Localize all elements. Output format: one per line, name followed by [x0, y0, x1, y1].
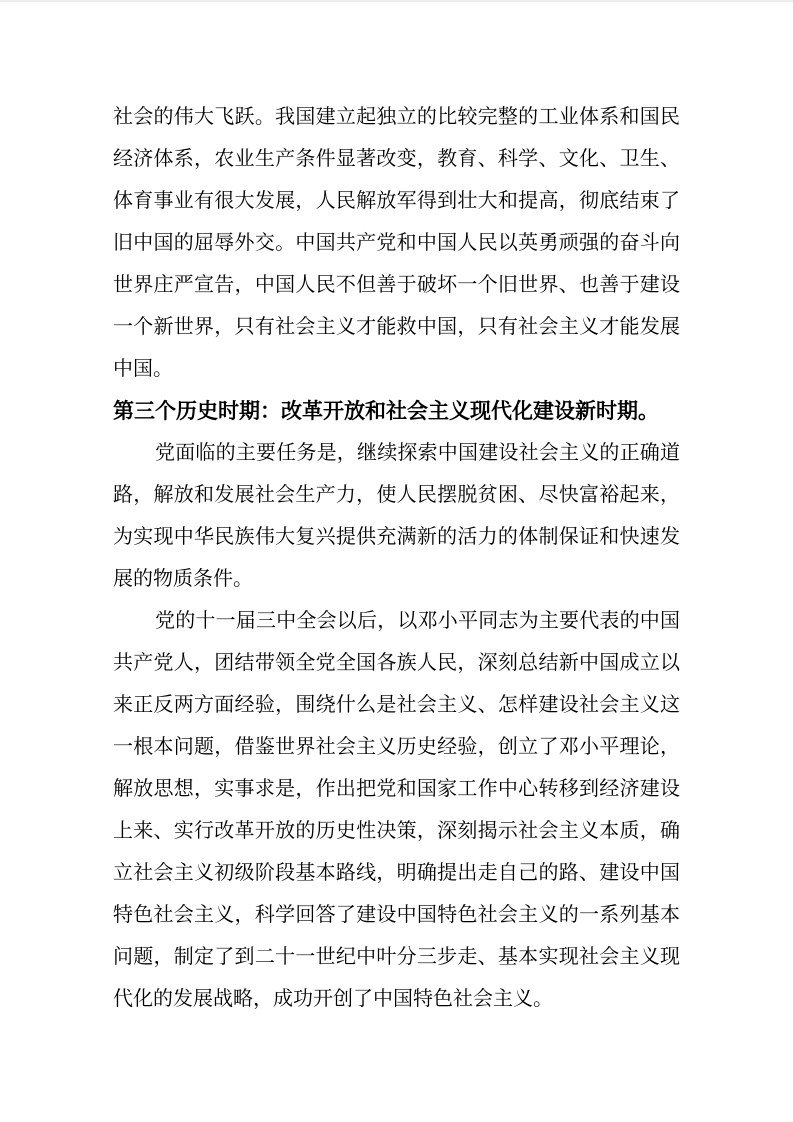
paragraph	[113, 96, 680, 390]
text-line: 经济体系，农业生产条件显著改变，教育、科学、文化、卫生、	[113, 148, 680, 170]
paragraph	[113, 600, 680, 1020]
text-line: 展的物质条件。	[113, 568, 253, 590]
text-line: 解放思想，实事求是，作出把党和国家工作中心转移到经济建设	[113, 778, 680, 800]
section-heading	[113, 390, 680, 432]
text-line: 特色社会主义，科学回答了建设中国特色社会主义的一系列基本	[113, 904, 680, 926]
text-line: 代化的发展战略，成功开创了中国特色社会主义。	[113, 988, 553, 1010]
text-line: 旧中国的屈辱外交。中国共产党和中国人民以英勇顽强的奋斗向	[113, 232, 680, 254]
paragraph	[113, 432, 680, 600]
text-line: 一根本问题，借鉴世界社会主义历史经验，创立了邓小平理论，	[113, 736, 680, 758]
document-text-block	[113, 96, 680, 1020]
text-line: 上来、实行改革开放的历史性决策，深刻揭示社会主义本质，确	[113, 820, 680, 842]
text-line: 世界庄严宣告，中国人民不但善于破坏一个旧世界、也善于建设	[113, 274, 680, 296]
text-line: 党的十一届三中全会以后，以邓小平同志为主要代表的中国	[155, 610, 680, 632]
text-line: 党面临的主要任务是，继续探索中国建设社会主义的正确道	[155, 442, 680, 464]
text-line: 共产党人，团结带领全党全国各族人民，深刻总结新中国成立以	[113, 652, 680, 674]
text-line: 体育事业有很大发展，人民解放军得到壮大和提高，彻底结束了	[113, 190, 680, 212]
text-line: 为实现中华民族伟大复兴提供充满新的活力的体制保证和快速发	[113, 526, 680, 548]
text-line: 一个新世界，只有社会主义才能救中国，只有社会主义才能发展	[113, 316, 680, 338]
text-line: 社会的伟大飞跃。我国建立起独立的比较完整的工业体系和国民	[113, 106, 680, 128]
text-line: 路，解放和发展社会生产力，使人民摆脱贫困、尽快富裕起来，	[113, 484, 680, 506]
text-line: 立社会主义初级阶段基本路线，明确提出走自己的路、建设中国	[113, 862, 680, 884]
page-top-edge	[0, 0, 793, 2]
text-line: 来正反两方面经验，围绕什么是社会主义、怎样建设社会主义这	[113, 694, 680, 716]
text-line: 中国。	[113, 358, 173, 380]
text-line: 问题，制定了到二十一世纪中叶分三步走、基本实现社会主义现	[113, 946, 680, 968]
section-heading-line: 第三个历史时期：改革开放和社会主义现代化建设新时期。	[113, 399, 659, 423]
